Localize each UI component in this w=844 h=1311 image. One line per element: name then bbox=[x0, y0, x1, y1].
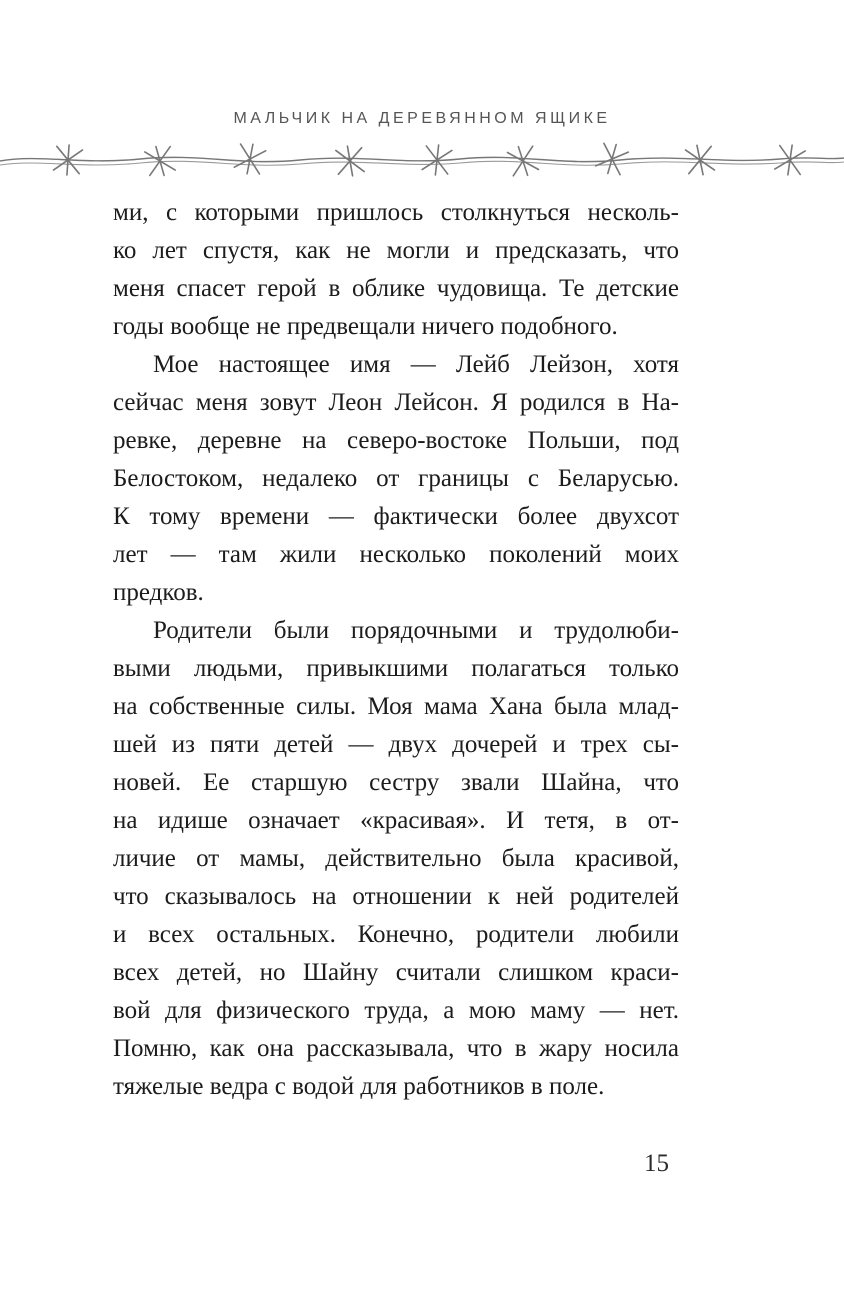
text-line: всех детей, но Шайну считали слишком краси- bbox=[113, 959, 679, 986]
text-line: шей из пяти детей — двух дочерей и трех сы- bbox=[113, 731, 679, 758]
text-line: на идише означает «красивая». И тетя, в от- bbox=[113, 807, 679, 834]
text-line: Мое настоящее имя — Лейб Лейзон, хотя bbox=[153, 351, 679, 378]
text-line: годы вообще не предвещали ничего подобного. bbox=[113, 313, 618, 340]
text-line: выми людьми, привыкшими полагаться только bbox=[113, 655, 679, 682]
text-line: лет — там жили несколько поколений моих bbox=[113, 541, 679, 568]
text-line: Помню, как она рассказывала, что в жару носила bbox=[113, 1035, 679, 1062]
paragraph bbox=[113, 194, 679, 346]
text-line: предков. bbox=[113, 579, 204, 606]
text-line: на собственные силы. Моя мама Хана была млад- bbox=[113, 693, 679, 720]
page-body bbox=[113, 194, 679, 1106]
barbed-wire-icon bbox=[0, 134, 844, 182]
running-title: МАЛЬЧИК НА ДЕРЕВЯННОМ ЯЩИКЕ bbox=[233, 110, 611, 127]
text-line: ко лет спустя, как не могли и предсказать, что bbox=[113, 237, 679, 264]
text-line: Белостоком, недалеко от границы с Беларусью. bbox=[113, 465, 679, 492]
text-line: и всех остальных. Конечно, родители любили bbox=[113, 921, 679, 948]
text-line: ревке, деревне на северо-востоке Польши, под bbox=[113, 427, 679, 454]
text-line: Родители были порядочными и трудолюби- bbox=[153, 617, 679, 644]
text-line: меня спасет герой в облике чудовища. Те детские bbox=[113, 275, 679, 302]
text-line: личие от мамы, действительно была красивой, bbox=[113, 845, 679, 872]
barbed-wire-decoration bbox=[0, 134, 844, 182]
text-line: К тому времени — фактически более двухсот bbox=[113, 503, 679, 530]
text-line: что сказывалось на отношении к ней родителей bbox=[113, 883, 679, 910]
text-line: вой для физического труда, а мою маму — нет. bbox=[113, 997, 679, 1024]
text-line: ми, с которыми пришлось столкнуться несколь- bbox=[113, 199, 679, 226]
paragraph bbox=[113, 346, 679, 612]
page-number: 15 bbox=[644, 1150, 669, 1177]
text-line: сейчас меня зовут Леон Лейсон. Я родился в На- bbox=[113, 389, 679, 416]
text-line: тяжелые ведра с водой для работников в поле. bbox=[113, 1073, 605, 1100]
text-line: новей. Ее старшую сестру звали Шайна, что bbox=[113, 769, 679, 796]
paragraph bbox=[113, 612, 679, 1106]
